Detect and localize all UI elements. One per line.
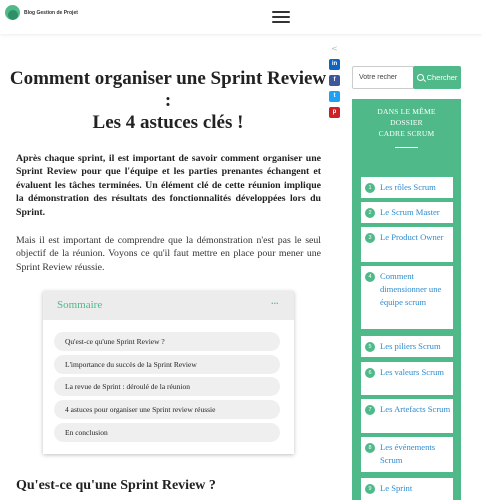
toc-header [43, 291, 294, 320]
facebook-icon[interactable]: f [329, 75, 340, 86]
search-button-label: Chercher [426, 73, 458, 82]
share-icon: < [331, 44, 338, 53]
related-item-9[interactable] [360, 477, 454, 500]
section-heading: Qu'est-ce qu'une Sprint Review ? [16, 478, 216, 493]
logo-text: Blog Gestion de Projet [24, 9, 78, 16]
search-icon [417, 74, 424, 81]
site-logo[interactable] [5, 5, 78, 20]
heading-line-3: CADRE SCRUM [378, 129, 435, 138]
hamburger-menu-icon[interactable] [272, 11, 290, 24]
heading-line-2: DOSSIER [390, 118, 423, 127]
related-item-7[interactable] [360, 398, 454, 434]
related-item-4[interactable] [360, 265, 454, 330]
related-item-5[interactable] [360, 335, 454, 358]
heading-line-1: DANS LE MÊME [377, 107, 436, 116]
related-item-label: Les événements Scrum [380, 442, 436, 465]
linkedin-icon[interactable]: in [329, 59, 340, 70]
toc-item-2[interactable]: L'importance du succès de la Sprint Review [54, 355, 280, 374]
toc-item-1[interactable]: Qu'est-ce qu'une Sprint Review ? [54, 332, 280, 351]
related-item-label: Les piliers Scrum [380, 341, 441, 351]
related-item-label: Le Product Owner [380, 232, 444, 242]
pinterest-icon[interactable]: p [329, 107, 340, 118]
page-title-line-2: Les 4 astuces clés ! [92, 112, 244, 133]
related-articles-heading [352, 106, 461, 139]
toc-item-5[interactable]: En conclusion [54, 423, 280, 442]
item-number-badge: 7 [365, 405, 375, 415]
search-input[interactable] [352, 66, 414, 89]
related-item-2[interactable] [360, 201, 454, 224]
related-item-label: Les rôles Scrum [380, 182, 436, 192]
page-title-line-1: Comment organiser une Sprint Review : [9, 68, 327, 111]
related-item-8[interactable] [360, 436, 454, 473]
twitter-icon[interactable]: t [329, 91, 340, 102]
search-button[interactable] [413, 66, 461, 89]
toc-item-4[interactable]: 4 astuces pour organiser une Sprint review réussie [54, 400, 280, 419]
logo-leaf-icon [5, 5, 20, 20]
share-bar [329, 44, 340, 118]
body-paragraph: Mais il est important de comprendre que la démonstration n'est pas le seul objectif de la réunion. Voyons ce qu'il faut mettre en place pour mener une Sprint Review réussie. [16, 235, 321, 273]
item-number-badge: 1 [365, 183, 375, 193]
heading-divider [395, 147, 418, 148]
related-item-label: Le Sprint [380, 483, 413, 493]
item-number-badge: 6 [365, 368, 375, 378]
related-item-label: Le Scrum Master [380, 207, 440, 217]
item-number-badge: 5 [365, 342, 375, 352]
item-number-badge: 9 [365, 484, 375, 494]
item-number-badge: 3 [365, 233, 375, 243]
related-item-3[interactable] [360, 226, 454, 263]
related-item-label: Comment dimensionner une équipe scrum [380, 271, 442, 307]
related-item-label: Les Artefacts Scrum [380, 404, 451, 414]
intro-paragraph: Après chaque sprint, il est important de savoir comment organiser une Sprint Review pour que l'équipe et les parties prenantes échangent et évaluent les tâches terminées. Un élément clé de cette réunion implique la démonstration des résultats des fonctionnalités développées lors du Sprint. [16, 153, 321, 218]
item-number-badge: 8 [365, 443, 375, 453]
related-item-label: Les valeurs Scrum [380, 367, 444, 377]
toc-title: Sommaire [57, 299, 103, 311]
related-articles-panel [352, 99, 461, 500]
item-number-badge: 2 [365, 208, 375, 218]
item-number-badge: 4 [365, 272, 375, 282]
table-of-contents [43, 291, 294, 454]
page-title [8, 68, 328, 134]
related-item-1[interactable] [360, 176, 454, 199]
related-item-6[interactable] [360, 361, 454, 396]
site-header [0, 0, 482, 34]
toc-toggle-icon[interactable]: ··· [270, 297, 278, 310]
toc-item-3[interactable]: La revue de Sprint : déroulé de la réunion [54, 377, 280, 396]
